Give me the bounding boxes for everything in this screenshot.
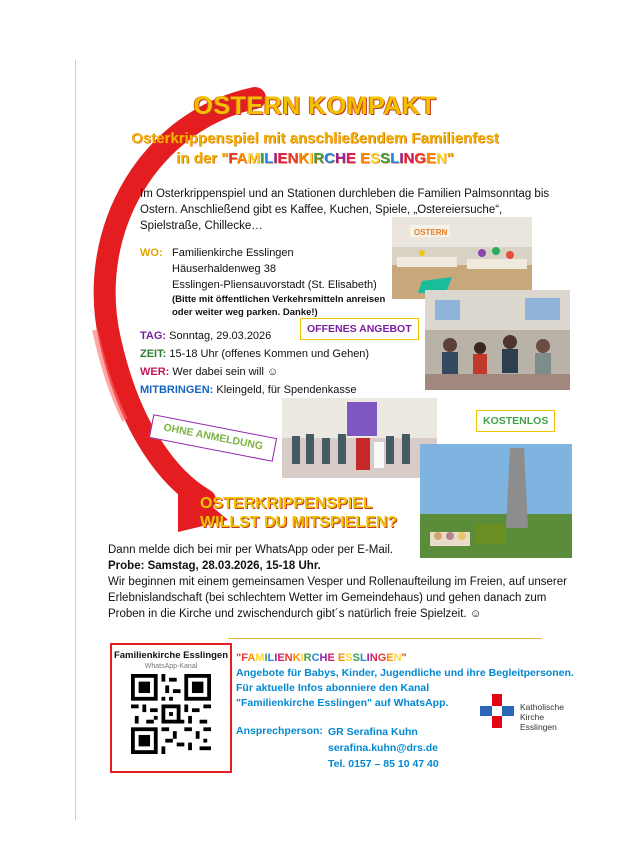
label-wer: WER: — [140, 366, 170, 378]
subtitle-prefix: in der " — [176, 150, 229, 167]
label-tag: TAG: — [140, 330, 167, 342]
wo-note-2: oder weiter weg parken. Danke!) — [172, 307, 318, 318]
contact-name: GR Serafina Kuhn — [328, 726, 418, 738]
logo-text — [520, 702, 564, 732]
krippenspiel-text: Wir beginnen mit einem gemeinsamen Vesper und Rollenaufteilung im Freien, auf unserer Erlebnislandschaft (bei schlechtem Wetter im Gemeindehaus) und gehen danach zum Proben in die Kirche und zwischendurch gibt´s natürlich freie Spielzeit. ☺ — [108, 576, 567, 620]
krippenspiel-heading — [200, 494, 397, 532]
qr-title: Familienkirche Esslingen — [113, 650, 229, 661]
photo-sign-text: OSTERN — [414, 228, 448, 237]
logo-line-3: Esslingen — [520, 722, 557, 732]
value-zeit: 15-18 Uhr (offenes Kommen und Gehen) — [169, 348, 370, 360]
label-wo: WO: — [140, 247, 163, 259]
footer-line-1: Angebote für Babys, Kinder, Jugendliche und ihre Begleitpersonen. — [236, 667, 574, 679]
footer-brand — [236, 652, 407, 664]
contact-email[interactable]: serafina.kuhn@drs.de — [328, 742, 439, 754]
label-zeit: ZEIT: — [140, 348, 167, 360]
label-mitbringen: MITBRINGEN: — [140, 384, 214, 396]
intro-paragraph: Im Osterkrippenspiel und an Stationen durchleben die Familien Palmsonntag bis Ostern. Anschließend gibt es Kaffee, Kuchen, Spiele, „Ostereiersuche“, Spielstraße, Chillecke… — [140, 188, 550, 232]
wo-line-1: Familienkirche Esslingen — [172, 247, 294, 259]
krippenspiel-heading-2: WILLST DU MITSPIELEN? — [200, 514, 398, 531]
contact-label: Ansprechperson: — [236, 725, 323, 737]
wo-line-3: Esslingen-Pliensauvorstadt (St. Elisabeth) — [172, 279, 377, 291]
subtitle-suffix: " — [446, 150, 454, 167]
qr-subtitle: WhatsApp-Kanal — [144, 663, 198, 670]
photo-outdoor-tower — [420, 444, 572, 558]
footer-line-2: Für aktuelle Infos abonniere den Kanal — [236, 682, 430, 694]
detail-tag — [140, 328, 271, 344]
footer-brand-prefix: " — [236, 652, 242, 664]
stamp-kostenlos: KOSTENLOS — [476, 410, 555, 432]
qr-code-icon — [131, 674, 211, 754]
wo-line-2: Häuserhaldenweg 38 — [172, 263, 276, 275]
footer-brand-suffix: " — [401, 652, 407, 664]
contact-phone: Tel. 0157 – 85 10 47 40 — [328, 758, 439, 770]
footer-brand-rainbow: FAMILIENKIRCHE ESSLINGEN — [241, 652, 402, 664]
photo-people-hall — [425, 290, 570, 390]
value-wer: Wer dabei sein will ☺ — [172, 366, 279, 378]
qr-code-box[interactable] — [110, 643, 232, 773]
detail-wer — [140, 364, 278, 380]
contact-details — [328, 724, 439, 772]
main-title: OSTERN KOMPAKT — [193, 92, 437, 120]
stamp-ohne-anmeldung: OHNE ANMELDUNG — [149, 414, 277, 462]
value-mitbringen: Kleingeld, für Spendenkasse — [216, 384, 357, 396]
photo-church-play — [282, 398, 437, 478]
stamp-offenes-angebot: OFFENES ANGEBOT — [300, 318, 419, 340]
logo-line-1: Katholische — [520, 702, 564, 712]
footer-line-3: "Familienkirche Esslingen" auf WhatsApp. — [236, 697, 449, 709]
detail-mitbringen — [140, 382, 356, 398]
wo-note-1: (Bitte mit öffentlichen Verkehrsmitteln anreisen — [172, 294, 386, 305]
detail-wo — [140, 245, 163, 261]
cross-logo-icon — [480, 694, 514, 728]
detail-zeit — [140, 346, 369, 362]
value-tag: Sonntag, 29.03.2026 — [169, 330, 272, 342]
krippenspiel-heading-1: OSTERKRIPPENSPIEL — [200, 495, 373, 512]
photo-hall — [392, 217, 532, 299]
brand-rainbow: FAMILIENKIRCHE ESSLINGEN — [228, 150, 447, 167]
krippenspiel-probe: Probe: Samstag, 28.03.2026, 15-18 Uhr. — [108, 560, 321, 572]
krippenspiel-contact: Dann melde dich bei mir per WhatsApp oder per E-Mail. — [108, 544, 394, 556]
wo-address — [172, 245, 385, 319]
section-divider — [228, 638, 542, 639]
subtitle-line1: Osterkrippenspiel mit anschließendem Familienfest — [131, 130, 499, 147]
logo-line-2: Kirche — [520, 712, 545, 722]
subtitle-line2 — [0, 150, 630, 167]
